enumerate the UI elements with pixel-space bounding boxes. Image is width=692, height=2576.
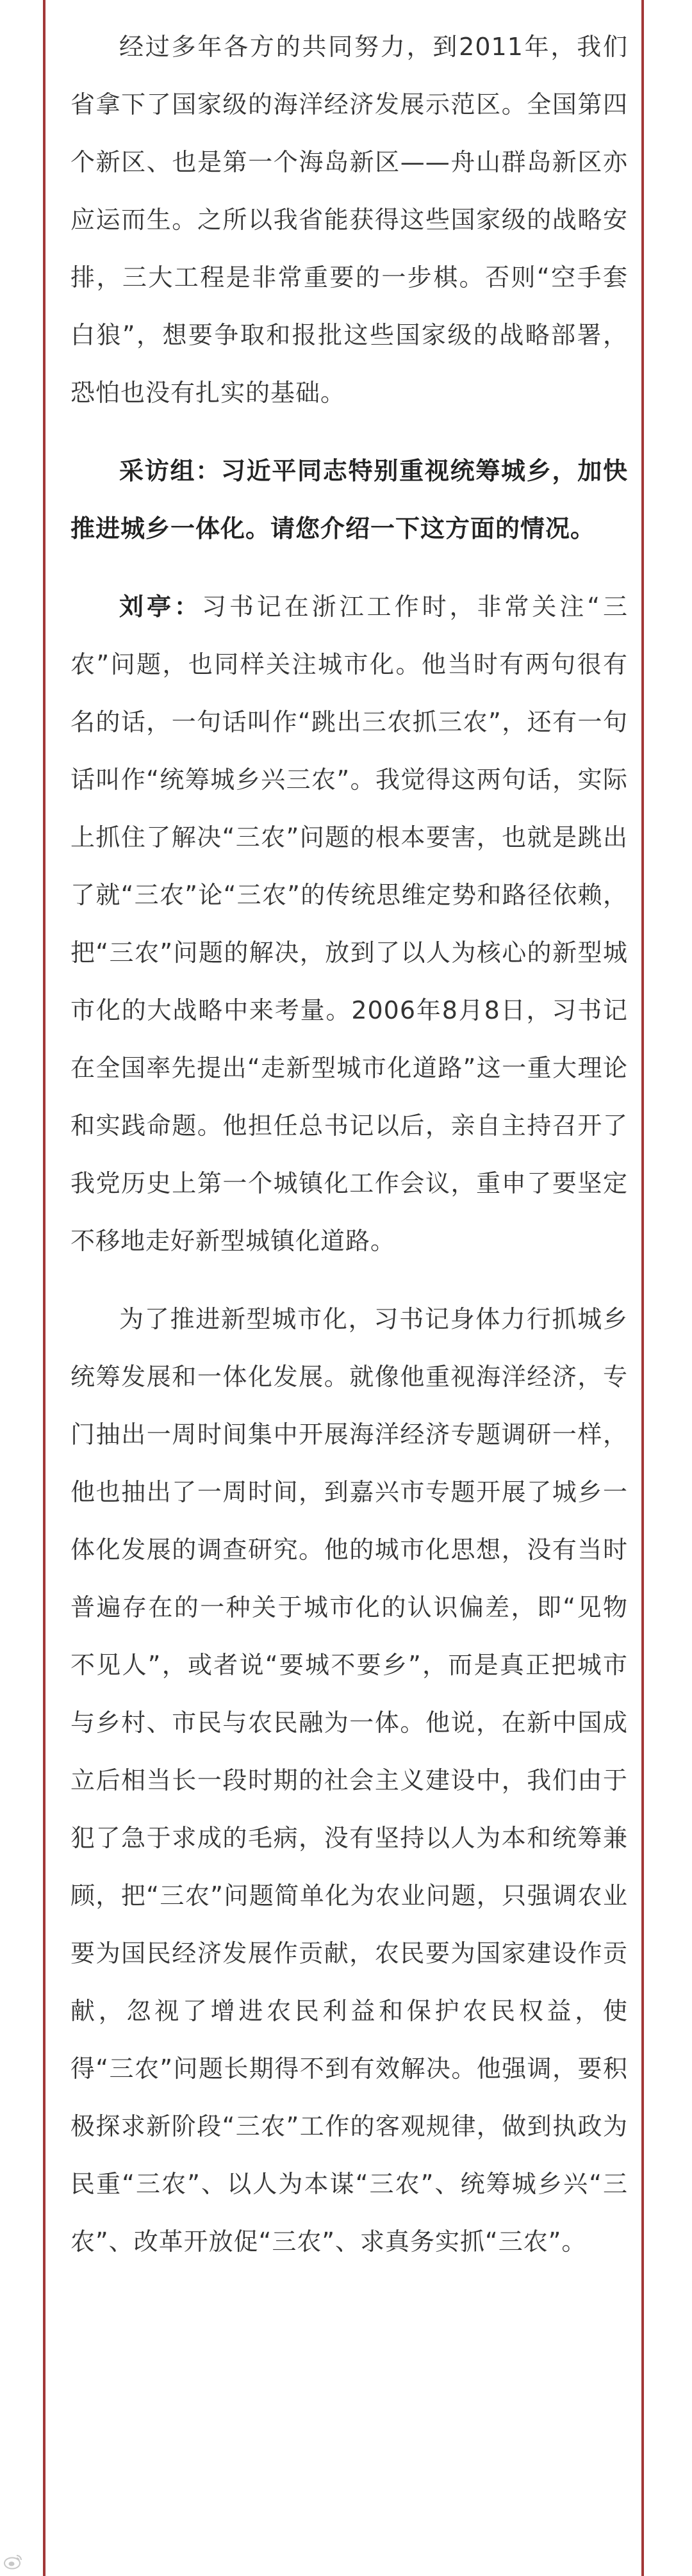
article-body — [70, 18, 628, 2291]
watermark — [4, 2551, 23, 2572]
speaker-label: 刘亭： — [119, 593, 202, 621]
interview-answer — [70, 578, 628, 1270]
paragraph-1: 经过多年各方的共同努力，到2011年，我们省拿下了国家级的海洋经济发展示范区。全国第四个新区、也是第一个海岛新区——舟山群岛新区亦应运而生。之所以我省能获得这些国家级的战略安排，三大工程是非常重要的一步棋。否则“空手套白狼”，想要争取和报批这些国家级的战略部署，恐怕也没有扎实的基础。 — [70, 33, 628, 407]
answer-text: 习书记在浙江工作时，非常关注“三农”问题，也同样关注城市化。他当时有两句很有名的话，一句话叫作“跳出三农抓三农”，还有一句话叫作“统筹城乡兴三农”。我觉得这两句话，实际上抓住了解决“三农”问题的根本要害，也就是跳出了就“三农”论“三农”的传统思维定势和路径依赖，把“三农”问题的解决，放到了以人为核心的新型城市化的大战略中来考量。2006年8月8日，习书记在全国率先提出“走新型城市化道路”这一重大理论和实践命题。他担任总书记以后，亲自主持召开了我党历史上第一个城镇化工作会议，重申了要坚定不移地走好新型城镇化道路。 — [70, 593, 628, 1255]
paragraph-4: 为了推进新型城市化，习书记身体力行抓城乡统筹发展和一体化发展。就像他重视海洋经济，专门抽出一周时间集中开展海洋经济专题调研一样，他也抽出了一周时间，到嘉兴市专题开展了城乡一体化发展的调查研究。他的城市化思想，没有当时普遍存在的一种关于城市化的认识偏差，即“见物不见人”，或者说“要城不要乡”，而是真正把城市与乡村、市民与农民融为一体。他说，在新中国成立后相当长一段时期的社会主义建设中，我们由于犯了急于求成的毛病，没有坚持以人为本和统筹兼顾，把“三农”问题简单化为农业问题，只强调农业要为国民经济发展作贡献，农民要为国家建设作贡献，忽视了增进农民利益和保护农民权益，使得“三农”问题长期得不到有效解决。他强调，要积极探求新阶段“三农”工作的客观规律，做到执政为民重“三农”、以人为本谋“三农”、统筹城乡兴“三农”、改革开放促“三农”、求真务实抓“三农”。 — [70, 1305, 628, 2256]
interview-question: 采访组：习近平同志特别重视统筹城乡，加快推进城乡一体化。请您介绍一下这方面的情况。 — [70, 457, 628, 543]
weibo-logo-icon — [4, 2553, 23, 2570]
